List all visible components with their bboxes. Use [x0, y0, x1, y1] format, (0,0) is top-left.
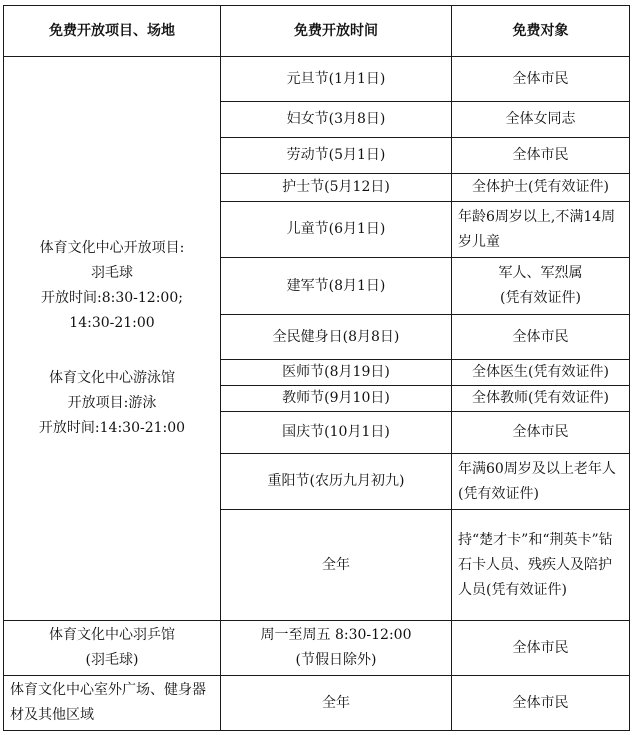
time-cell: 元旦节(1月1日): [221, 57, 452, 102]
table-row: [4, 621, 630, 676]
target-cell: 持“楚才卡”和“荆英卡”钻石卡人员、残疾人及陪护人员(凭有效证件): [452, 510, 630, 621]
time-cell: 护士节(5月12日): [221, 174, 452, 202]
time-cell: 建军节(8月1日): [221, 258, 452, 315]
venue-line: 羽毛球: [91, 265, 133, 281]
target-cell: 年龄6周岁以上,不满14周岁儿童: [452, 202, 630, 258]
time-cell: 妇女节(3月8日): [221, 102, 452, 138]
venue-line: 开放项目:游泳: [67, 395, 157, 411]
venue-line: 体育文化中心羽乒馆: [49, 627, 175, 643]
venue-line: (羽毛球): [85, 652, 139, 668]
time-cell: [221, 621, 452, 676]
target-cell: 年满60周岁及以上老年人(凭有效证件): [452, 454, 630, 510]
table-row: [4, 676, 630, 731]
target-cell: 全体市民: [452, 315, 630, 360]
venue-line: 14:30-21:00: [69, 315, 155, 331]
table-header-row: [4, 6, 630, 57]
target-line: (凭有效证件): [500, 290, 581, 306]
time-line: (节假日除外): [295, 652, 377, 668]
target-cell: 全体护士(凭有效证件): [452, 174, 630, 202]
target-cell: [452, 258, 630, 315]
time-cell: 重阳节(农历九月初九): [221, 454, 452, 510]
time-line: 周一至周五 8:30-12:00: [260, 627, 412, 643]
time-cell: 医师节(8月19日): [221, 360, 452, 386]
header-target: 免费对象: [452, 6, 630, 57]
target-line: 军人、军烈属: [498, 265, 583, 281]
venue-spacer: [8, 336, 216, 366]
venue-cell: [4, 621, 221, 676]
target-cell: 全体教师(凭有效证件): [452, 386, 630, 412]
target-cell: 全体市民: [452, 138, 630, 174]
target-cell: 全体市民: [452, 676, 630, 731]
table-row: [4, 57, 630, 102]
time-cell: 教师节(9月10日): [221, 386, 452, 412]
venue-cell: 体育文化中心室外广场、健身器材及其他区域: [4, 676, 221, 731]
header-time: 免费开放时间: [221, 6, 452, 57]
venue-line: 体育文化中心游泳馆: [49, 370, 175, 386]
venue-line: 体育文化中心开放项目:: [39, 240, 185, 256]
time-cell: 国庆节(10月1日): [221, 412, 452, 454]
target-cell: 全体市民: [452, 412, 630, 454]
time-cell: 全民健身日(8月8日): [221, 315, 452, 360]
time-cell: 儿童节(6月1日): [221, 202, 452, 258]
venue-line: 开放时间:8:30-12:00;: [41, 290, 183, 306]
venue-main-cell: [4, 57, 221, 621]
free-opening-table: [3, 5, 630, 731]
target-cell: 全体医生(凭有效证件): [452, 360, 630, 386]
time-cell: 劳动节(5月1日): [221, 138, 452, 174]
time-cell: 全年: [221, 510, 452, 621]
target-cell: 全体市民: [452, 621, 630, 676]
target-cell: 全体市民: [452, 57, 630, 102]
target-cell: 全体女同志: [452, 102, 630, 138]
header-venue: 免费开放项目、场地: [4, 6, 221, 57]
time-cell: 全年: [221, 676, 452, 731]
venue-line: 开放时间:14:30-21:00: [38, 420, 186, 436]
